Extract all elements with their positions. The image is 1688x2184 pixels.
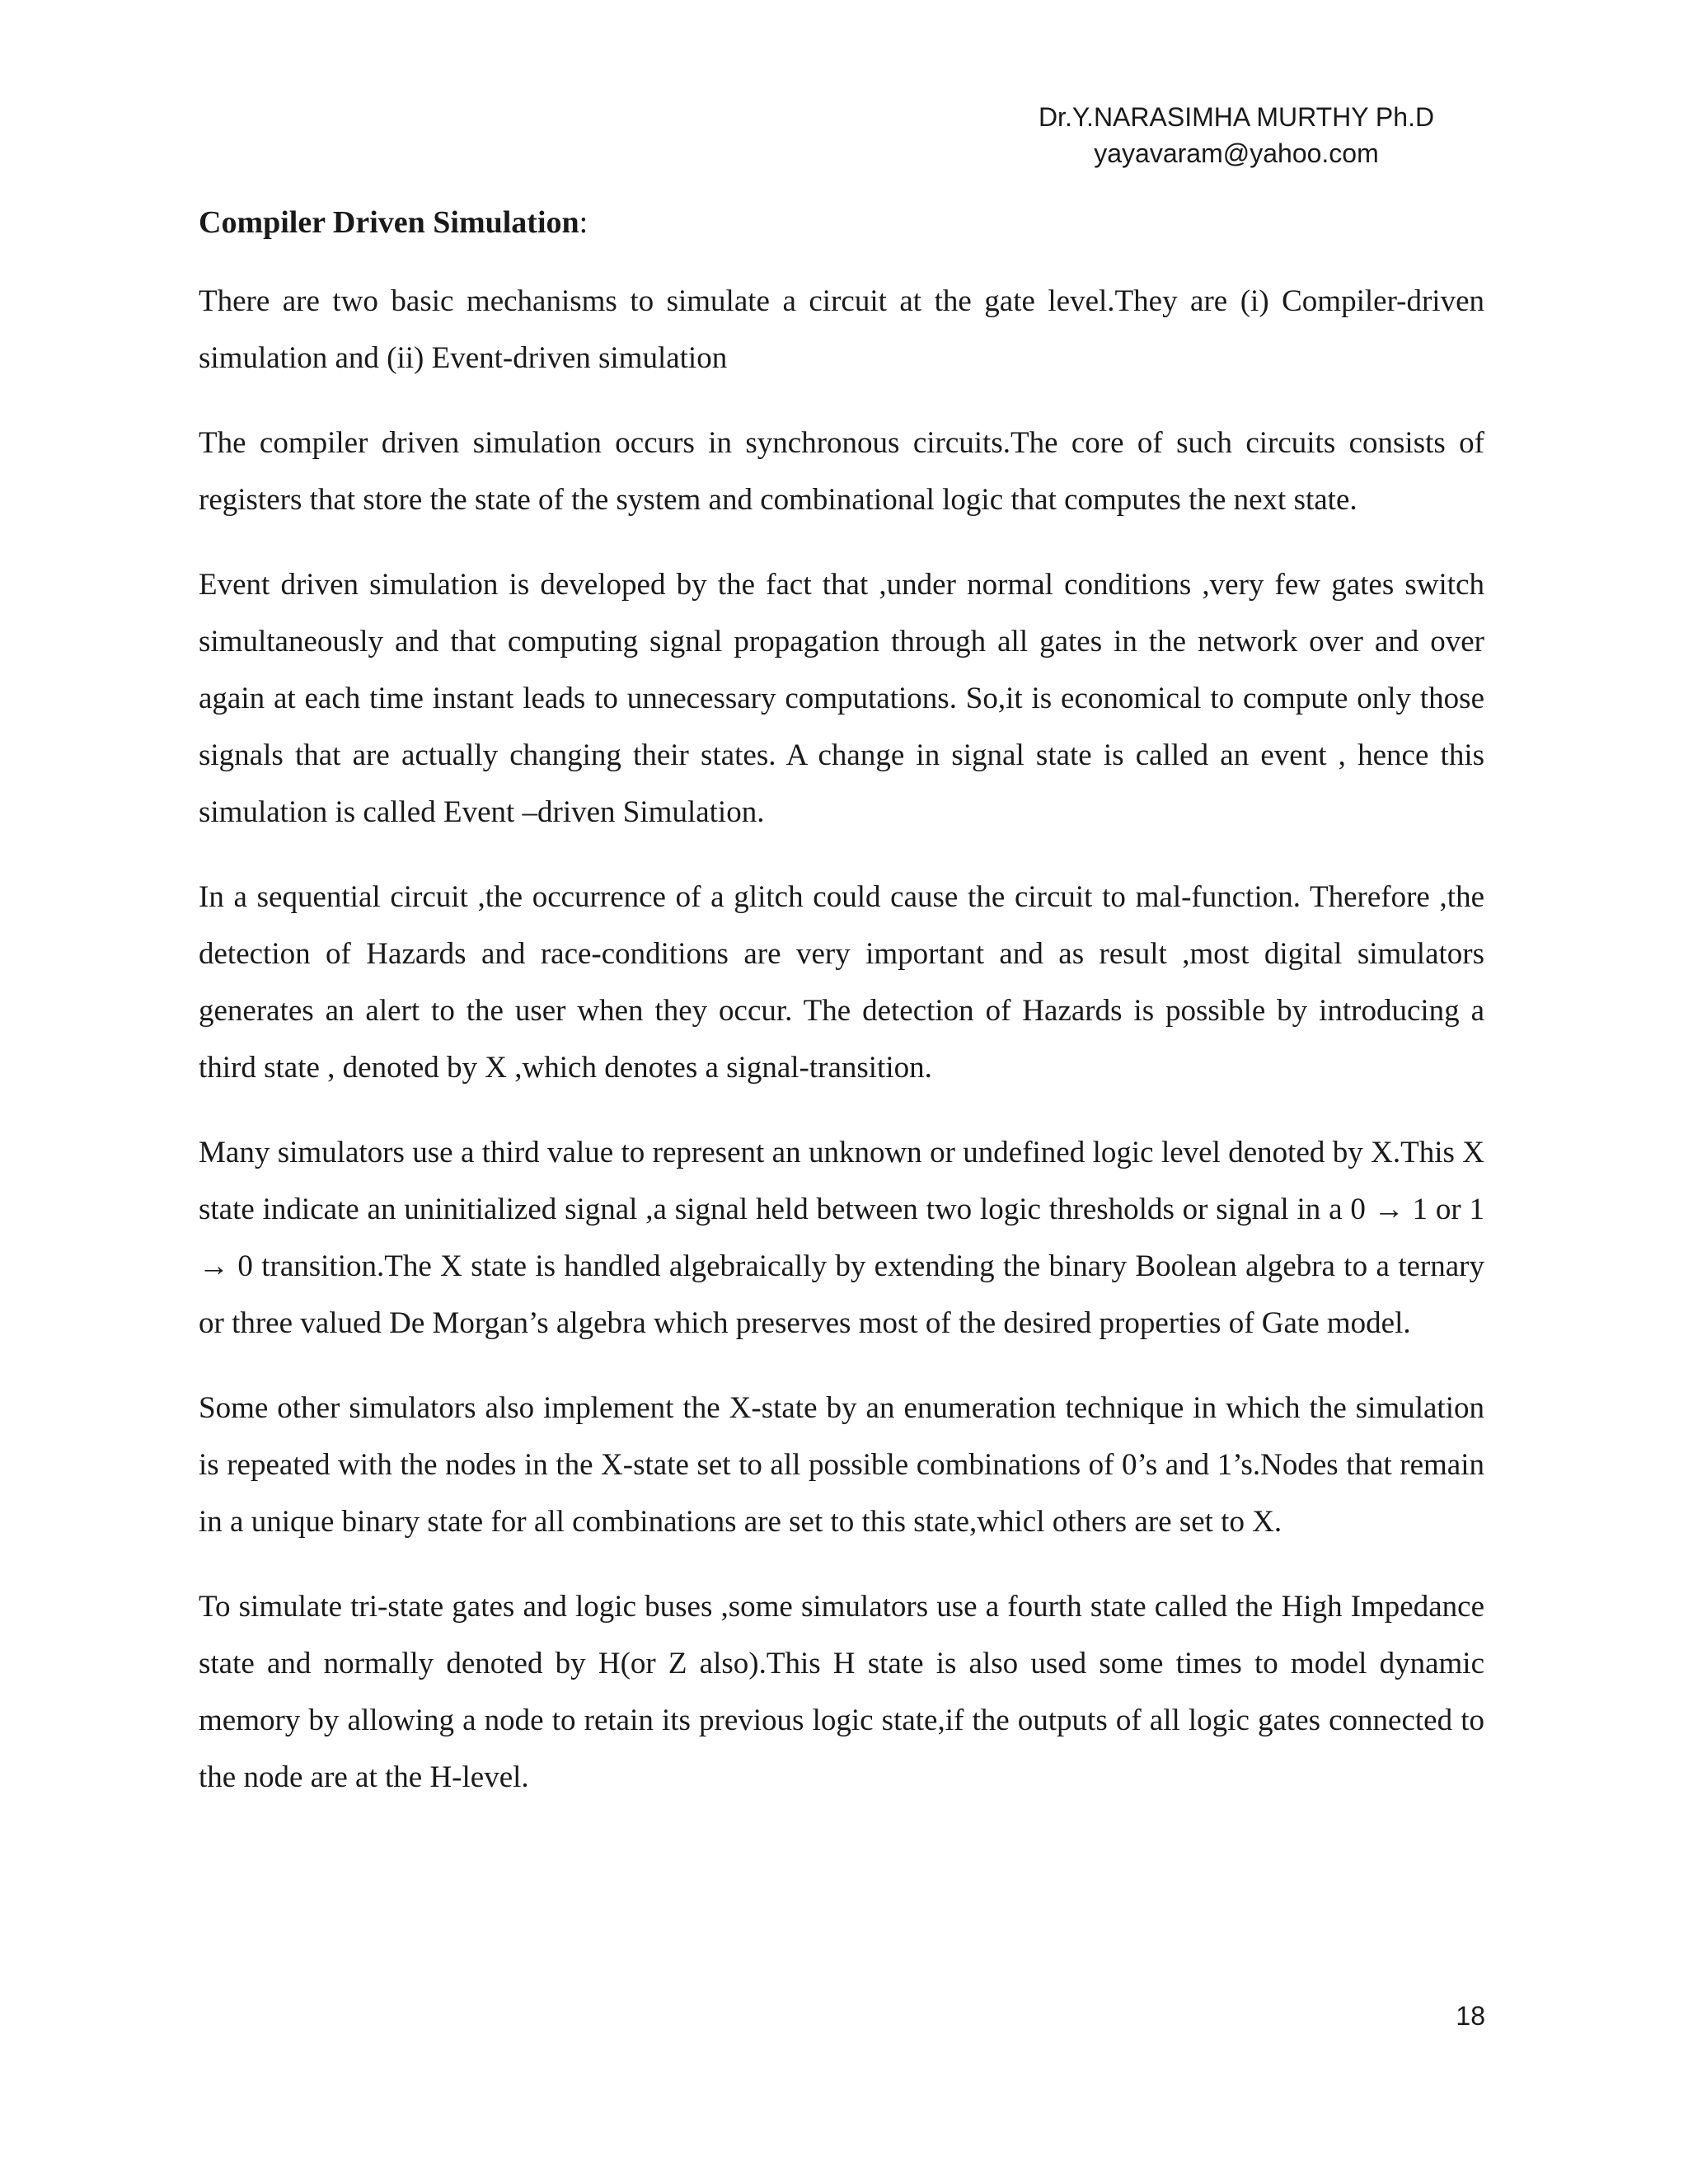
paragraph-compiler-driven: The compiler driven simulation occurs in synchronous circuits.The core of such circuits consists of registers that store the state of the system and combinational logic that computes the next state. <box>199 426 1484 517</box>
paragraph-enumeration: Some other simulators also implement the X-state by an enumeration technique in which the simulation is repeated with the nodes in the X-state set to all possible combinations of 0’s and 1’s.Nodes that remain in a unique binary state for all combinations are set to this state,whicl others are set to X. <box>199 1391 1484 1539</box>
paragraph-high-impedance: To simulate tri-state gates and logic buses ,some simulators use a fourth state called the High Impedance state and normally denoted by H(or Z also).This H state is also used some times to model dynamic memory by allowing a node to retain its previous logic state,if the outputs of all logic gates connected to the node are at the H-level. <box>199 1590 1484 1794</box>
author-name: Dr.Y.NARASIMHA MURTHY Ph.D <box>1038 102 1435 132</box>
page-header <box>973 99 1500 171</box>
paragraph-event-driven: Event driven simulation is developed by the fact that ,under normal conditions ,very few gates switch simultaneously and that computing signal propagation through all gates in the network over and over again at each time instant leads to unnecessary computations. So,it is economical to compute only those signals that are actually changing their states. A change in signal state is called an event , hence this simulation is called Event –driven Simulation. <box>199 568 1484 829</box>
paragraph-x-state: Many simulators use a third value to represent an unknown or undefined logic level denoted by X.This X state indicate an uninitialized signal ,a signal held between two logic thresholds or signal in a 0 → 1 or 1 → 0 transition.The X state is handled algebraically by extending the binary Boolean algebra to a ternary or three valued De Morgan’s algebra which preserves most of the desired properties of Gate model. <box>199 1136 1484 1340</box>
section-title-text: Compiler Driven Simulation <box>199 205 579 240</box>
document-body <box>199 194 1484 1834</box>
section-title <box>199 194 1484 251</box>
page-number: 18 <box>1456 2001 1485 2031</box>
author-email: yayavaram@yahoo.com <box>1094 138 1379 168</box>
section-title-colon: : <box>579 205 588 240</box>
paragraph-mechanisms: There are two basic mechanisms to simulate a circuit at the gate level.They are (i) Compiler-driven simulation and (ii) Event-driven simulation <box>199 284 1484 375</box>
paragraph-hazards: In a sequential circuit ,the occurrence of a glitch could cause the circuit to mal-function. Therefore ,the detection of Hazards and race-conditions are very important and as result ,most digital simulators generates an alert to the user when they occur. The detection of Hazards is possible by introducing a third state , denoted by X ,which denotes a signal-transition. <box>199 880 1484 1085</box>
